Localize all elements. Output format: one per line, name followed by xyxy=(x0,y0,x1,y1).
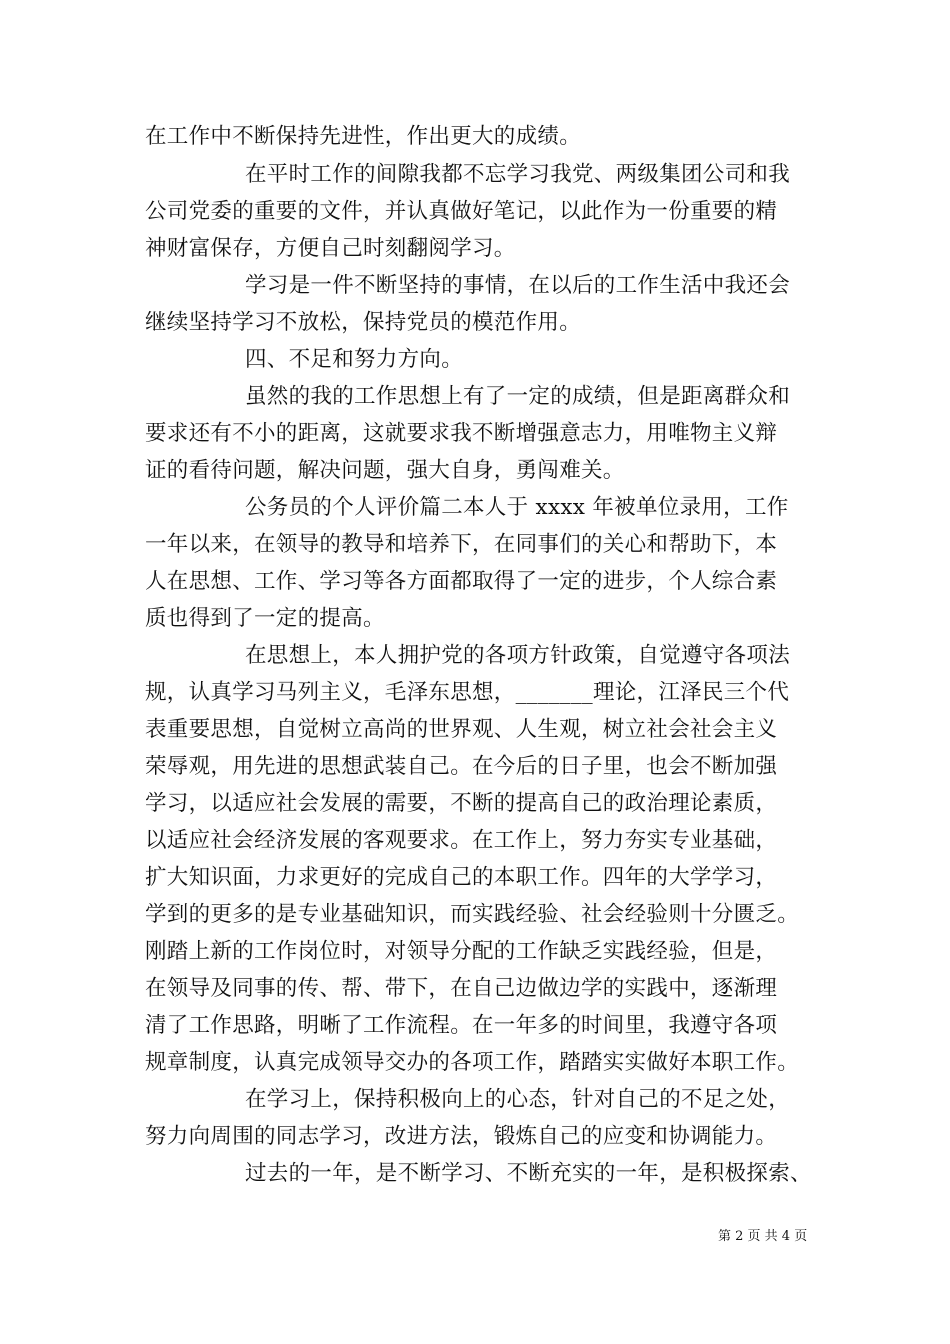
text-line: 在工作中不断保持先进性，作出更大的成绩。 xyxy=(145,124,582,149)
text-line: 清了工作思路，明晰了工作流程。在一年多的时间里，我遵守各项 xyxy=(145,1013,778,1038)
page-number: 第 2 页 共 4 页 xyxy=(718,1229,808,1244)
text-line: 证的看待问题，解决问题，强大自身，勇闯难关。 xyxy=(145,458,625,483)
text-line: 规，认真学习马列主义，毛泽东思想，_______理论，江泽民三个代 xyxy=(145,680,790,705)
text-line: 扩大知识面，力求更好的完成自己的本职工作。四年的大学学习， xyxy=(145,865,778,890)
text-line: 在领导及同事的传、帮、带下，在自己边做边学的实践中，逐渐理 xyxy=(145,976,778,1001)
text-line: 公司党委的重要的文件，并认真做好笔记，以此作为一份重要的精 xyxy=(145,199,778,224)
text-line: 神财富保存，方便自己时刻翻阅学习。 xyxy=(145,236,516,261)
text-line: 刚踏上新的工作岗位时，对领导分配的工作缺乏实践经验，但是， xyxy=(145,939,778,964)
text-line: 规章制度，认真完成领导交办的各项工作，踏踏实实做好本职工作。 xyxy=(145,1050,800,1075)
text-line: 在思想上，本人拥护党的各项方针政策，自觉遵守各项法 xyxy=(245,643,791,668)
text-line: 努力向周围的同志学习，改进方法，锻炼自己的应变和协调能力。 xyxy=(145,1124,778,1149)
text-line: 在平时工作的间隙我都不忘学习我党、两级集团公司和我 xyxy=(245,162,791,187)
text-line: 荣辱观，用先进的思想武装自己。在今后的日子里，也会不断加强 xyxy=(145,754,778,779)
text-line: 以适应社会经济发展的客观要求。在工作上，努力夯实专业基础， xyxy=(145,828,778,853)
section-heading: 四、不足和努力方向。 xyxy=(245,347,464,372)
text-line: 过去的一年，是不断学习、不断充实的一年，是积极探索、 xyxy=(245,1161,812,1186)
text-line: 学习是一件不断坚持的事情，在以后的工作生活中我还会 xyxy=(245,273,791,298)
text-line: 虽然的我的工作思想上有了一定的成绩，但是距离群众和 xyxy=(245,384,791,409)
text-line: 要求还有不小的距离，这就要求我不断增强意志力，用唯物主义辩 xyxy=(145,421,778,446)
text-line: 在学习上，保持积极向上的心态，针对自己的不足之处， xyxy=(245,1087,791,1112)
text-line: 学习，以适应社会发展的需要，不断的提高自己的政治理论素质， xyxy=(145,791,778,816)
text-line: 质也得到了一定的提高。 xyxy=(145,606,385,631)
text-line: 人在思想、工作、学习等各方面都取得了一定的进步，个人综合素 xyxy=(145,569,778,594)
text-line: 继续坚持学习不放松，保持党员的模范作用。 xyxy=(145,310,582,335)
text-line: 一年以来，在领导的教导和培养下，在同事们的关心和帮助下，本 xyxy=(145,532,778,557)
text-line: 学到的更多的是专业基础知识，而实践经验、社会经验则十分匮乏。 xyxy=(145,902,800,927)
text-line: 表重要思想，自觉树立高尚的世界观、人生观，树立社会社会主义 xyxy=(145,717,778,742)
text-line: 公务员的个人评价篇二本人于 xxxx 年被单位录用，工作 xyxy=(245,495,789,520)
